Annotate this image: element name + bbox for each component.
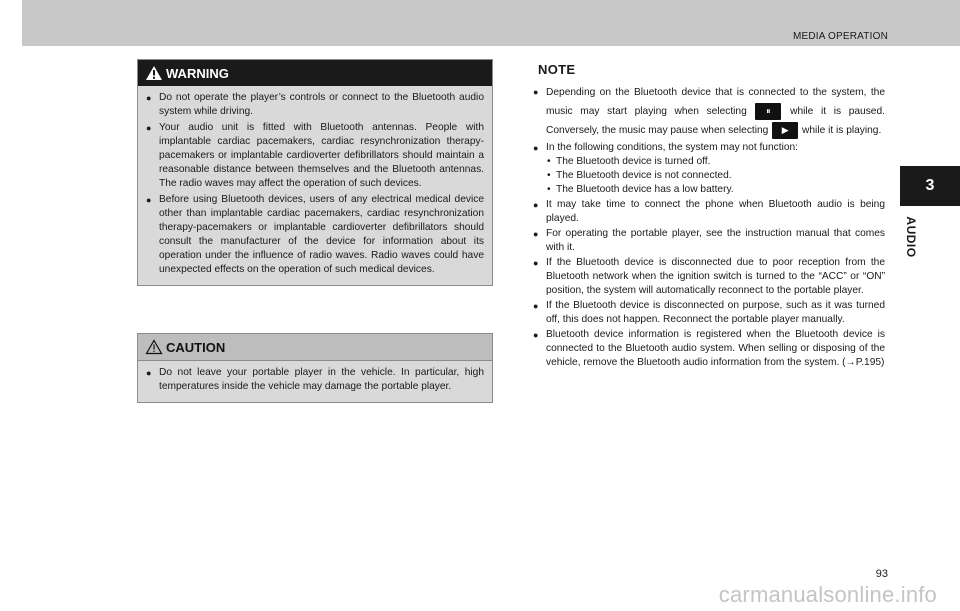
warning-header [138, 60, 492, 86]
warning-item-text: Your audio unit is fitted with Bluetooth antennas. People with implantable cardiac pacemakers, cardiac resynchronization therapy-pacemakers or implantable cardioverter defibrillators should maintain a reasonable distance between themselves and the Bluetooth antennas. The radio waves may affect the operation of such devices. [159, 122, 484, 189]
warning-item-text: Before using Bluetooth devices, users of any electrical medical device other than implantable cardiac pacemakers, cardiac resynchronization therapy-pacemakers or implantable cardioverter defibrillators should consult the manufacturer of the device for information about its operation under the influence of radio waves. Radio waves could have unexpected effects on the operation of such medical devices. [159, 194, 484, 275]
note-item-text: In the following conditions, the system may not function: [546, 142, 798, 153]
caution-title: CAUTION [166, 339, 226, 355]
bullet-icon: ● [146, 195, 152, 205]
bullet-icon: ● [533, 200, 539, 210]
bullet-icon: ● [533, 301, 539, 311]
bullet-icon: ● [533, 87, 539, 97]
play-icon: ▶ [772, 122, 798, 139]
caution-item-text: Do not leave your portable player in the vehicle. In particular, high temperatures inside the vehicle may damage the portable player. [159, 367, 484, 392]
note-item-text: For operating the portable player, see the instruction manual that comes with it. [546, 228, 885, 253]
note-item-text: while it is playing. [802, 125, 882, 136]
chapter-tab-number: 3 [900, 166, 960, 206]
note-item-text: If the Bluetooth device is disconnected due to poor reception from the Bluetooth network when the ignition switch is turned to the “ACC” or “ON” position, the system will automatically reconnect to the portable player. [546, 257, 885, 296]
warning-item [146, 121, 484, 191]
bullet-icon: ● [146, 123, 152, 133]
caution-box [137, 333, 493, 403]
sub-bullet-icon: • [547, 156, 551, 167]
chapter-tab-label-text: AUDIO [904, 216, 918, 258]
caution-triangle-icon [145, 339, 163, 355]
note-subitem [546, 183, 885, 197]
note-item-text: while it is paused. Conversely, the music may pause when selecting [546, 106, 885, 136]
note-subitem [546, 155, 885, 169]
page-number: 93 [875, 568, 888, 580]
note-item [533, 83, 885, 140]
bullet-icon: ● [533, 258, 539, 268]
note-subitem-text: The Bluetooth device is not connected. [556, 170, 732, 181]
note-item-text: If the Bluetooth device is disconnected on purpose, such as it was turned off, this does not happen. Reconnect the portable player manually. [546, 300, 885, 325]
caution-item [146, 366, 484, 394]
sub-bullet-icon: • [547, 170, 551, 181]
bullet-icon: ● [533, 330, 539, 340]
section-title: MEDIA OPERATION [792, 31, 888, 42]
caution-header [138, 334, 492, 361]
pause-icon: ⏸ [755, 103, 781, 120]
note-item [533, 227, 885, 255]
note-item-text: It may take time to connect the phone when Bluetooth audio is being played. [546, 199, 885, 224]
warning-item [146, 91, 484, 119]
warning-body [138, 86, 492, 285]
note-item [533, 198, 885, 226]
note-item [533, 299, 885, 327]
note-title: NOTE [538, 62, 576, 77]
chapter-tab-label [896, 212, 926, 262]
sub-bullet-icon: • [547, 184, 551, 195]
note-section [533, 62, 885, 371]
warning-triangle-icon [145, 65, 163, 81]
warning-item [146, 193, 484, 277]
bullet-icon: ● [533, 143, 539, 153]
bullet-icon: ● [146, 93, 152, 103]
warning-box [137, 59, 493, 286]
warning-item-text: Do not operate the player’s controls or connect to the Bluetooth audio system while driving. [159, 92, 484, 117]
note-subitem-text: The Bluetooth device is turned off. [556, 156, 711, 167]
bullet-icon: ● [146, 368, 152, 378]
note-item [533, 256, 885, 298]
caution-body [138, 361, 492, 402]
warning-title: WARNING [166, 65, 229, 81]
note-subitem [546, 169, 885, 183]
note-item-text: Bluetooth device information is registered when the Bluetooth device is connected to the Bluetooth audio system. When selling or disposing of the vehicle, remove the Bluetooth audio information from the system. (→P.195) [546, 329, 885, 368]
bullet-icon: ● [533, 229, 539, 239]
note-item-text: Depending on the Bluetooth device that is connected to the system, the music may start playing when selecting [546, 87, 885, 117]
note-subitem-text: The Bluetooth device has a low battery. [556, 184, 734, 195]
watermark: carmanualsonline.info [718, 582, 937, 607]
note-item [533, 141, 885, 197]
note-item [533, 328, 885, 370]
